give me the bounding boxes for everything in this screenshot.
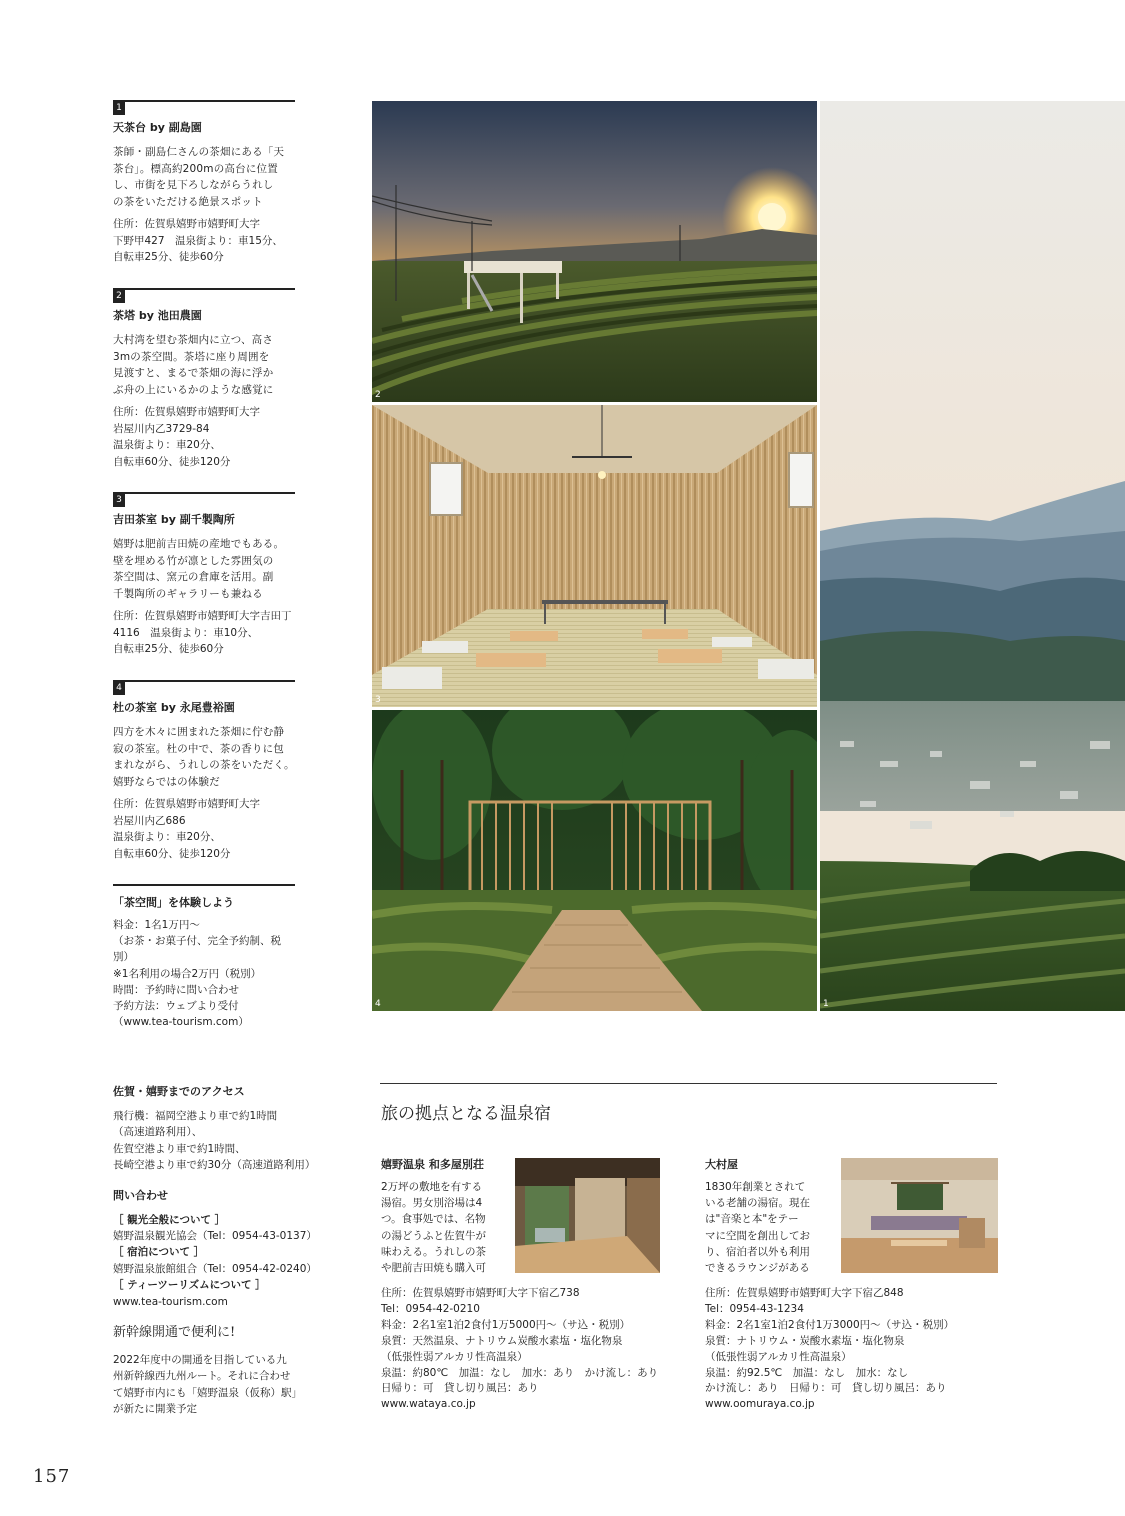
info-line: 日帰り：可 貸し切り風呂：あり bbox=[381, 1382, 539, 1395]
addr-line: 自転車25分、徒歩60分 bbox=[113, 643, 224, 655]
photo-wataya bbox=[515, 1158, 660, 1273]
info-line: 泉温：約80℃ 加温：なし 加水：あり かけ流し：あり bbox=[381, 1366, 659, 1379]
desc-line: 壁を埋める竹が凛とした雰囲気の bbox=[113, 554, 274, 567]
info-line: （低張性弱アルカリ性高温泉） bbox=[381, 1350, 528, 1363]
spot-number: 4 bbox=[113, 682, 125, 695]
spot-3 bbox=[113, 492, 295, 658]
addr-line: 住所：佐賀県嬉野市嬉野町大字 bbox=[113, 798, 260, 810]
photo-wataya-image bbox=[515, 1158, 660, 1273]
info-line: （低張性弱アルカリ性高温泉） bbox=[705, 1350, 852, 1363]
desc-line: の湯どうふと佐賀牛が bbox=[381, 1229, 486, 1242]
desc-line: 大村湾を望む茶畑内に立つ、高さ bbox=[113, 334, 274, 346]
desc-line: 茶空間は、窯元の倉庫を活用。副 bbox=[113, 571, 274, 583]
addr-line: 岩屋川内乙686 bbox=[113, 814, 186, 827]
access-line: （高速道路利用）、 bbox=[113, 1126, 203, 1139]
spot-description bbox=[113, 144, 295, 210]
desc-line: り、宿泊者以外も利用 bbox=[705, 1245, 810, 1258]
contact-title: 問い合わせ bbox=[113, 1188, 168, 1202]
hotel-name: 嬉野温泉 和多屋別荘 bbox=[381, 1158, 484, 1171]
experience-line: （www.tea-tourism.com） bbox=[113, 1016, 249, 1029]
spot-rule bbox=[113, 288, 295, 308]
spot-rule bbox=[113, 680, 295, 700]
photo-oomuraya-image bbox=[841, 1158, 998, 1273]
spot-description bbox=[113, 536, 295, 602]
desc-line: 茶師・副島仁さんの茶畑にある「天 bbox=[113, 146, 285, 158]
contact-line: 嬉野温泉旅館組合（Tel：0954-42-0240） bbox=[113, 1262, 317, 1275]
spot-address bbox=[113, 404, 295, 470]
hotel-info bbox=[381, 1286, 658, 1413]
info-line: 泉温：約92.5℃ 加温：なし 加水：なし bbox=[705, 1366, 909, 1379]
addr-line: 住所：佐賀県嬉野市嬉野町大字 bbox=[113, 406, 260, 418]
spot-title: 吉田茶室 by 副千製陶所 bbox=[113, 513, 235, 526]
hotel-website-link[interactable]: www.oomuraya.co.jp bbox=[705, 1398, 815, 1411]
addr-line: 温泉街より：車20分、 bbox=[113, 439, 221, 451]
experience-line: ※1名利用の場合2万円（税別） bbox=[113, 967, 262, 980]
contact-heading: ［ 観光全般について ］ bbox=[113, 1213, 226, 1226]
info-line: 料金：2名1室1泊2食付1万5000円〜（サ込・税別） bbox=[381, 1318, 631, 1331]
spot-number: 1 bbox=[113, 102, 125, 115]
desc-line: 3mの茶空間。茶塔に座り周囲を bbox=[113, 350, 270, 363]
photo-number: 3 bbox=[375, 695, 381, 705]
desc-line: 茶台」。標高約200mの高台に位置 bbox=[113, 162, 278, 175]
spot-description bbox=[113, 724, 295, 790]
desc-line: つ。食事処では、名物 bbox=[381, 1213, 486, 1226]
spot-address bbox=[113, 216, 295, 266]
hotel-info bbox=[705, 1286, 954, 1413]
hotel-website-link[interactable]: www.wataya.co.jp bbox=[381, 1398, 476, 1411]
desc-line: や肥前吉田焼も購入可 bbox=[381, 1262, 486, 1275]
addr-line: 自転車25分、徒歩60分 bbox=[113, 251, 224, 263]
addr-line: 下野甲427 温泉街より：車15分、 bbox=[113, 234, 283, 247]
experience-line: 料金：1名1万円〜 bbox=[113, 919, 200, 931]
shinkansen-line: 2022年度中の開通を目指している九 bbox=[113, 1354, 287, 1367]
photo-tea-tower-image bbox=[372, 101, 817, 402]
photo-oomuraya bbox=[841, 1158, 998, 1273]
desc-line: し、市街を見下ろしながらうれし bbox=[113, 179, 274, 191]
info-line: Tel：0954-43-1234 bbox=[705, 1302, 804, 1315]
photo-forest-room-image bbox=[372, 710, 817, 1011]
desc-line: 寂の茶室。杜の中で、茶の香りに包 bbox=[113, 742, 284, 755]
desc-line: マに空間を創出してお bbox=[705, 1229, 810, 1242]
photo-number: 2 bbox=[375, 390, 381, 400]
experience-rule bbox=[113, 884, 295, 895]
addr-line: 住所：佐賀県嬉野市嬉野町大字 bbox=[113, 218, 260, 230]
spot-title: 茶塔 by 池田農園 bbox=[113, 309, 202, 322]
addr-line: 岩屋川内乙3729-84 bbox=[113, 422, 210, 435]
experience-line: （お茶・お菓子付、完全予約制、税別） bbox=[113, 935, 281, 964]
photo-forest-tea-room bbox=[372, 710, 817, 1011]
addr-line: 温泉街より：車20分、 bbox=[113, 831, 221, 843]
info-line: 住所：佐賀県嬉野市嬉野町大字下宿乙848 bbox=[705, 1287, 904, 1299]
photo-number: 4 bbox=[375, 999, 381, 1009]
spot-description bbox=[113, 332, 295, 398]
spot-1 bbox=[113, 100, 295, 266]
desc-line: 見渡すと、まるで茶畑の海に浮か bbox=[113, 367, 274, 379]
spot-rule bbox=[113, 100, 295, 120]
desc-line: できるラウンジがある bbox=[705, 1262, 810, 1275]
hotel-name: 大村屋 bbox=[705, 1158, 738, 1171]
hotel-oomuraya bbox=[705, 1157, 995, 1411]
desc-line: 味わえる。うれしの茶 bbox=[381, 1245, 486, 1258]
spot-rule bbox=[113, 492, 295, 512]
desc-line: 嬉野は肥前吉田焼の産地でもある。 bbox=[113, 538, 285, 550]
spot-title: 天茶台 by 副島園 bbox=[113, 121, 202, 134]
photo-mountain-view-image bbox=[820, 101, 1125, 1011]
photo-bamboo-tea-room bbox=[372, 405, 817, 707]
shinkansen-line: 州新幹線西九州ルート。それに合わせ bbox=[113, 1370, 291, 1383]
addr-line: 4116 温泉街より：車10分、 bbox=[113, 626, 259, 639]
hotel-description bbox=[381, 1179, 507, 1276]
spot-title: 杜の茶室 by 永尾豊裕園 bbox=[113, 701, 235, 714]
desc-line: 嬉野ならではの体験だ bbox=[113, 775, 220, 788]
info-line: かけ流し：あり 日帰り：可 貸し切り風呂：あり bbox=[705, 1382, 947, 1395]
info-line: 泉質：ナトリウム・炭酸水素塩・塩化物泉 bbox=[705, 1334, 905, 1347]
desc-line: 2万坪の敷地を有する bbox=[381, 1181, 483, 1193]
onsen-section-rule bbox=[380, 1083, 997, 1084]
shinkansen-line: て嬉野市内にも「嬉野温泉（仮称）駅」 bbox=[113, 1386, 302, 1399]
contact-line: 嬉野温泉観光協会（Tel：0954-43-0137） bbox=[113, 1230, 317, 1243]
spot-number: 3 bbox=[113, 494, 125, 507]
desc-line: 1830年創業とされて bbox=[705, 1181, 806, 1193]
info-line: Tel：0954-42-0210 bbox=[381, 1302, 480, 1315]
hotel-wataya bbox=[381, 1157, 671, 1411]
spot-address bbox=[113, 796, 295, 862]
info-line: 泉質：天然温泉、ナトリウム炭酸水素塩・塩化物泉 bbox=[381, 1334, 623, 1347]
experience-line: 予約方法：ウェブより受付 bbox=[113, 1000, 239, 1013]
info-line: 住所：佐賀県嬉野市嬉野町大字下宿乙738 bbox=[381, 1287, 580, 1299]
shinkansen-title: 新幹線開通で便利に! bbox=[113, 1325, 236, 1341]
access-line: 飛行機：福岡空港より車で約1時間 bbox=[113, 1110, 278, 1122]
page-number: 157 bbox=[33, 1466, 71, 1487]
access-line: 長崎空港より車で約30分（高速道路利用） bbox=[113, 1159, 316, 1172]
photo-bamboo-room-image bbox=[372, 405, 817, 707]
desc-line: 湯宿。男女別浴場は4 bbox=[381, 1197, 483, 1210]
photo-mountain-view bbox=[820, 101, 1125, 1011]
access-title: 佐賀・嬉野までのアクセス bbox=[113, 1085, 245, 1098]
desc-line: ぶ舟の上にいるかのような感覚に bbox=[113, 383, 274, 396]
access-info bbox=[113, 1084, 343, 1418]
spot-2 bbox=[113, 288, 295, 470]
experience-box bbox=[113, 884, 295, 1030]
contact-website-link[interactable]: www.tea-tourism.com bbox=[113, 1295, 228, 1308]
desc-line: は"音楽と本"をテー bbox=[705, 1213, 799, 1226]
access-line: 佐賀空港より車で約1時間、 bbox=[113, 1142, 246, 1155]
photo-tea-tower-sunset bbox=[372, 101, 817, 402]
info-line: 料金：2名1室1泊2食付1万3000円〜（サ込・税別） bbox=[705, 1318, 955, 1331]
spot-address bbox=[113, 608, 295, 658]
experience-line: 時間：予約時に問い合わせ bbox=[113, 983, 239, 996]
desc-line: の茶をいただける絶景スポット bbox=[113, 195, 263, 208]
desc-line: まれながら、うれしの茶をいただく。 bbox=[113, 759, 295, 771]
photo-number: 1 bbox=[823, 999, 829, 1009]
desc-line: 千製陶所のギャラリーも兼ねる bbox=[113, 587, 263, 600]
spot-number: 2 bbox=[113, 290, 125, 303]
addr-line: 住所：佐賀県嬉野市嬉野町大字吉田丁 bbox=[113, 610, 292, 622]
contact-heading: ［ ティーツーリズムについて ］ bbox=[113, 1279, 266, 1292]
experience-title: 「茶空間」を体験しよう bbox=[113, 896, 234, 909]
hotel-description bbox=[705, 1179, 831, 1276]
desc-line: いる老舗の湯宿。現在 bbox=[705, 1197, 810, 1210]
contact-heading: ［ 宿泊について ］ bbox=[113, 1246, 205, 1259]
onsen-section-title: 旅の拠点となる温泉宿 bbox=[381, 1104, 551, 1124]
desc-line: 四方を木々に囲まれた茶畑に佇む静 bbox=[113, 726, 285, 738]
shinkansen-line: が新たに開業予定 bbox=[113, 1403, 197, 1416]
addr-line: 自転車60分、徒歩120分 bbox=[113, 455, 231, 468]
spot-4 bbox=[113, 680, 295, 862]
addr-line: 自転車60分、徒歩120分 bbox=[113, 847, 231, 860]
